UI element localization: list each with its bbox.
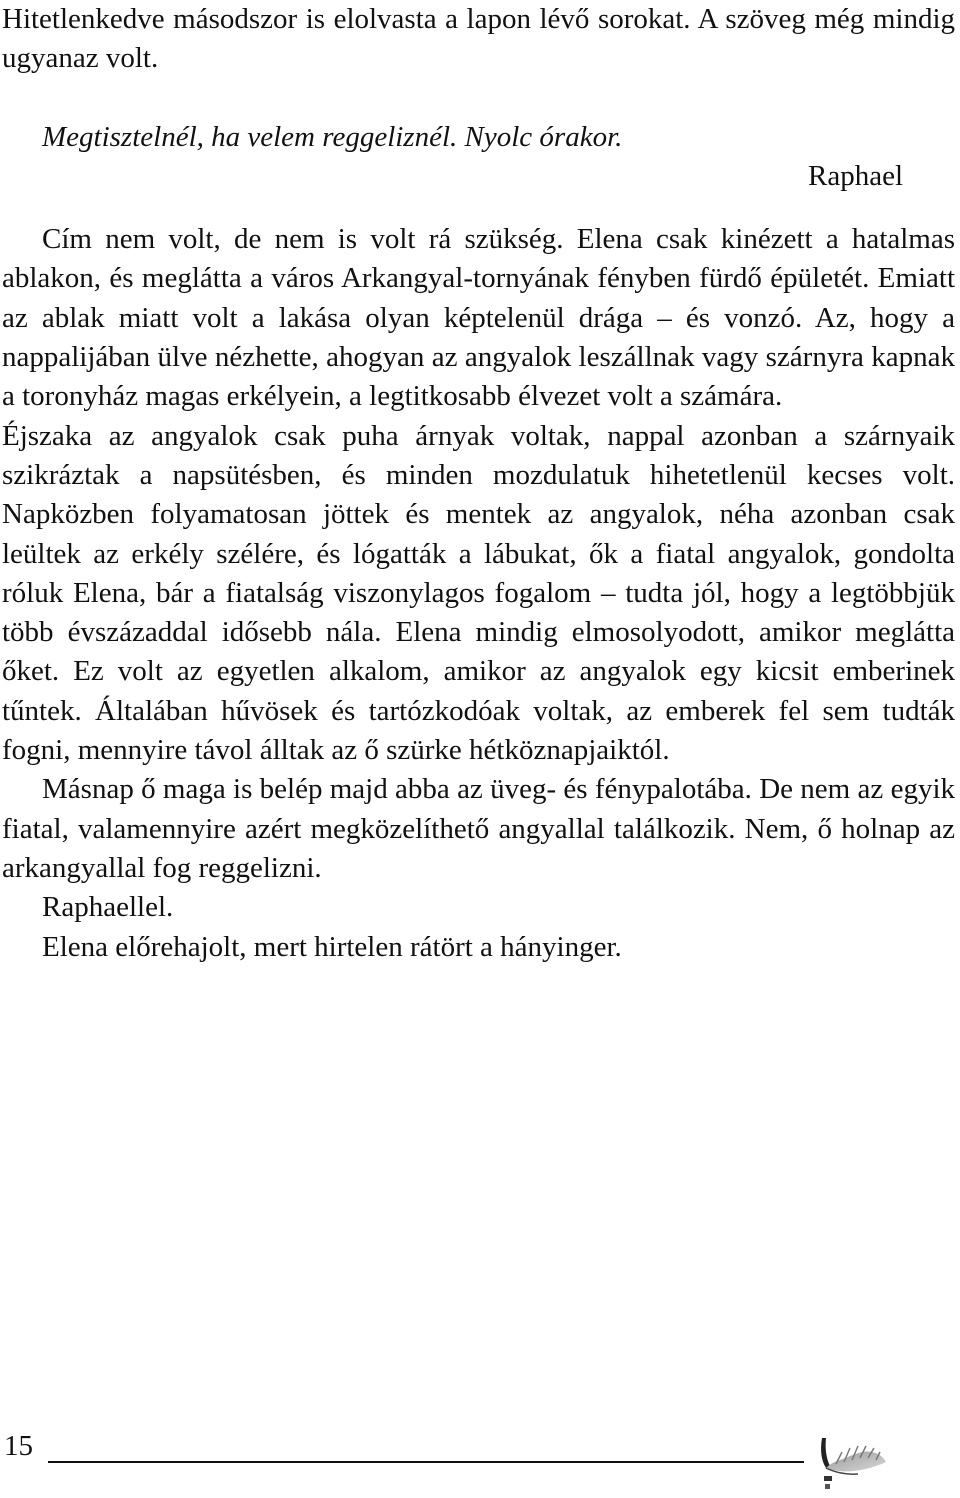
paragraph-window: Cím nem volt, de nem is volt rá szükség. Elena csak kinézett a hatalmas ablakon, és meglátta a város Arkangyal-tornyának fényben fürdő épületét. Emiatt az ablak miatt volt a lakása olyan képtelenül drága – és vonzó. Az, hogy a nappalijában ülve nézhette, ahogyan az angyalok leszállnak vagy szárnyra kapnak a toronyház magas erkélyein, a legtitkosabb élvezet volt a számára. [2, 223, 955, 413]
footer-rule [48, 1461, 804, 1463]
note-signature: Raphael [807, 159, 903, 192]
paragraph-raphaellel: Raphaellel. [42, 891, 174, 924]
body-text [2, 0, 955, 967]
page-footer [0, 1428, 960, 1498]
paragraph-angels: Éjszaka az angyalok csak puha árnyak voltak, nappal azonban a szárnyaik szikráztak a napsütésben, és minden mozdulatuk hihetetlenül kecses volt. Napközben folyamatosan jöttek és mentek az angyalok, néha azonban csak leültek az erkély szélére, és lógatták a lábukat, ők a fiatal angyalok, gondolta róluk Elena, bár a fiatalság viszonylagos fogalom – tudta jól, hogy a legtöbbjük több évszázaddal idősebb nála. Elena mindig elmosolyodott, amikor meglátta őket. Ez volt az egyetlen alkalom, amikor az angyalok egy kicsit emberinek tűntek. Általában hűvösek és tartózkodóak voltak, az emberek fel sem tudták fogni, mennyire távol álltak az ő szürke hétköznapjaiktól. [2, 419, 955, 767]
page-number: 15 [4, 1430, 33, 1462]
feather-quill-emblem-icon [812, 1428, 894, 1494]
paragraph-tomorrow: Másnap ő maga is belép majd abba az üveg- és fénypalotába. De nem az egyik fiatal, valamennyire azért megközelíthető angyallal találkozik. Nem, ő holnap az arkangyallal fog reggelizni. [2, 773, 955, 884]
paragraph-opening: Hitetlenkedve másodszor is elolvasta a lapon lévő sorokat. A szöveg még mindig ugyanaz volt. [2, 3, 955, 75]
paragraph-nausea: Elena előrehajolt, mert hirtelen rátört a hányinger. [42, 930, 622, 963]
note-text: Megtisztelnél, ha velem reggeliznél. Nyolc órakor. [42, 120, 623, 153]
